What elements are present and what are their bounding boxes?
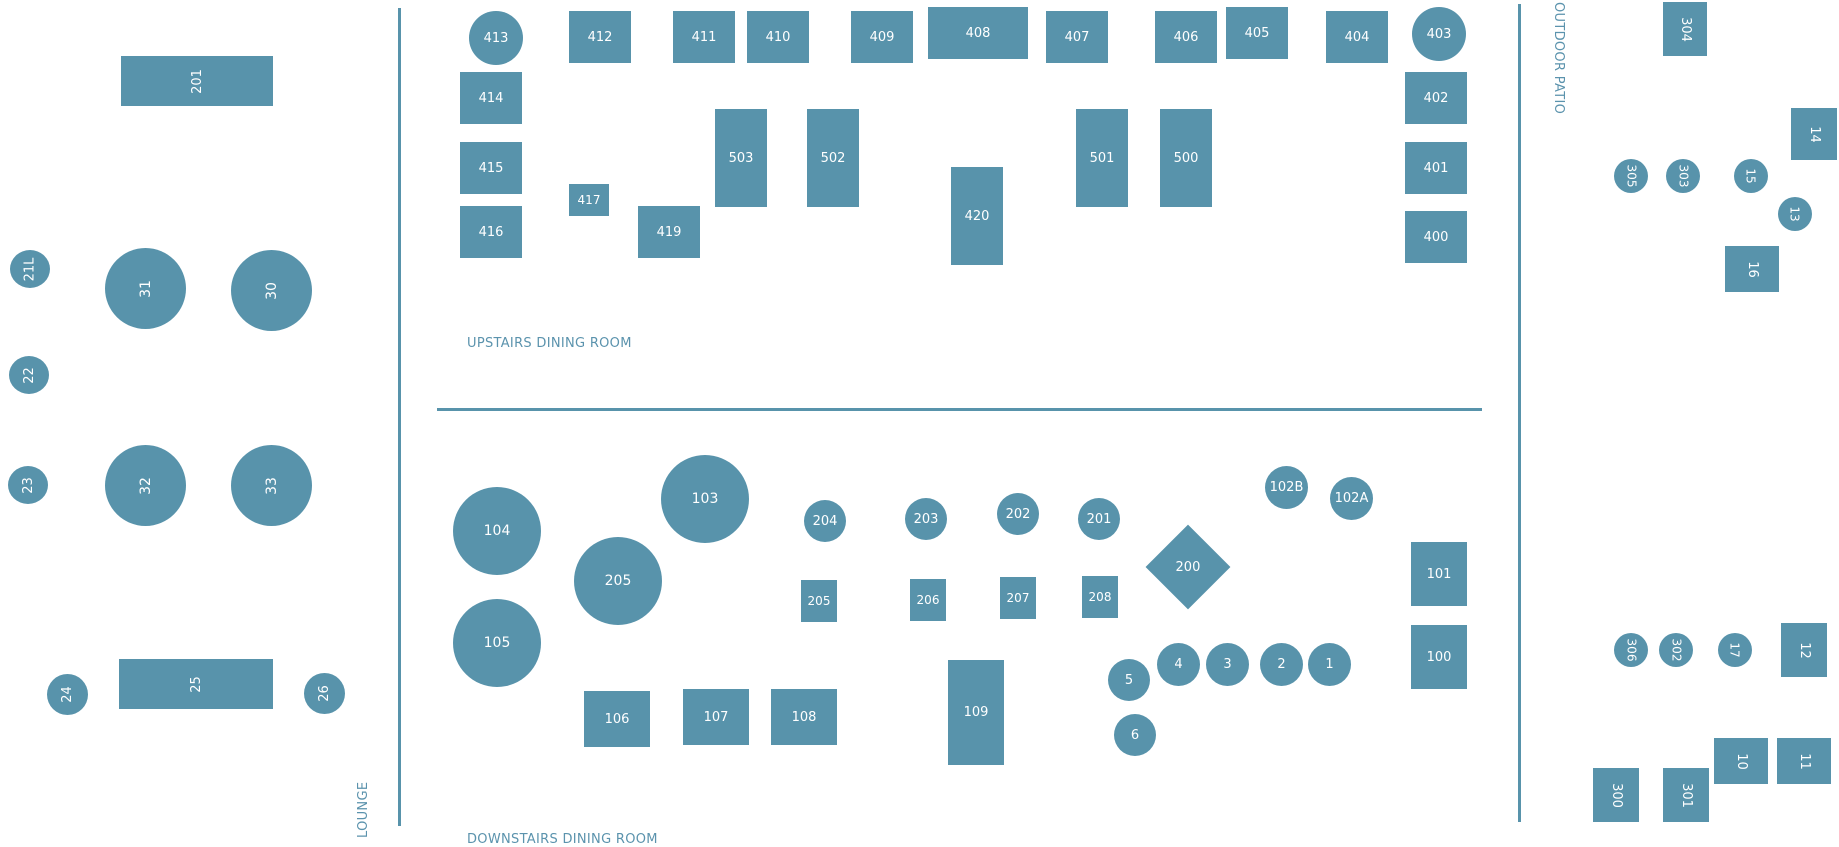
table-414[interactable] — [460, 72, 522, 124]
table-number-label: 203 — [913, 511, 939, 527]
table-207[interactable] — [1000, 577, 1036, 619]
table-12[interactable] — [1781, 623, 1827, 677]
table-number-label: 103 — [691, 491, 719, 507]
table-25[interactable] — [119, 659, 273, 709]
table-401[interactable] — [1405, 142, 1467, 194]
table-202[interactable] — [997, 493, 1039, 535]
table-107[interactable] — [683, 689, 749, 745]
upstairs-downstairs-divider-line — [437, 408, 1482, 411]
table-4[interactable] — [1157, 643, 1200, 686]
table-number-label: 22 — [21, 366, 37, 384]
table-102a[interactable] — [1330, 477, 1373, 520]
table-number-label: 501 — [1089, 150, 1115, 166]
table-number-label: 105 — [483, 635, 511, 651]
table-413[interactable] — [469, 11, 523, 65]
table-number-label: 23 — [20, 476, 36, 494]
table-201[interactable] — [1078, 498, 1120, 540]
table-416[interactable] — [460, 206, 522, 258]
table-415[interactable] — [460, 142, 522, 194]
table-502[interactable] — [807, 109, 859, 207]
table-number-label: 405 — [1244, 25, 1270, 41]
table-21l[interactable] — [10, 250, 50, 288]
table-412[interactable] — [569, 11, 631, 63]
table-406[interactable] — [1155, 11, 1217, 63]
table-105[interactable] — [453, 599, 541, 687]
table-500[interactable] — [1160, 109, 1212, 207]
table-number-label: 33 — [263, 476, 280, 495]
table-26[interactable] — [304, 673, 345, 714]
lounge-divider-line — [398, 8, 401, 826]
table-201[interactable] — [121, 56, 273, 106]
table-number-label: 204 — [812, 513, 838, 529]
table-number-label: 410 — [765, 29, 791, 45]
table-100[interactable] — [1411, 625, 1467, 689]
table-number-label: 406 — [1173, 29, 1199, 45]
table-number-label: 205 — [604, 573, 632, 589]
table-number-label: 11 — [1796, 752, 1812, 770]
table-number-label: 31 — [137, 279, 154, 298]
table-number-label: 15 — [1744, 168, 1758, 184]
table-number-label: 407 — [1064, 29, 1090, 45]
table-number-label: 1 — [1325, 657, 1334, 672]
table-number-label: 205 — [807, 594, 831, 608]
table-number-label: 304 — [1677, 16, 1693, 42]
table-301[interactable] — [1663, 768, 1709, 822]
table-410[interactable] — [747, 11, 809, 63]
table-24[interactable] — [47, 674, 88, 715]
table-number-label: 201 — [189, 68, 205, 94]
table-number-label: 102B — [1269, 480, 1304, 495]
table-number-label: 2 — [1277, 657, 1286, 672]
table-number-label: 502 — [820, 150, 846, 166]
table-number-label: 303 — [1676, 164, 1690, 188]
table-number-label: 419 — [656, 224, 682, 240]
table-104[interactable] — [453, 487, 541, 575]
table-14[interactable] — [1791, 108, 1837, 160]
table-number-label: 417 — [577, 193, 601, 207]
table-number-label: 403 — [1426, 26, 1452, 42]
table-number-label: 26 — [316, 685, 332, 702]
table-5[interactable] — [1108, 659, 1150, 701]
table-number-label: 100 — [1426, 649, 1452, 665]
table-number-label: 5 — [1124, 672, 1134, 688]
table-300[interactable] — [1593, 768, 1639, 822]
table-number-label: 301 — [1678, 782, 1694, 808]
patio-divider-line — [1518, 4, 1521, 822]
table-32[interactable] — [105, 445, 186, 526]
table-204[interactable] — [804, 500, 846, 542]
table-23[interactable] — [8, 466, 48, 504]
table-108[interactable] — [771, 689, 837, 745]
table-11[interactable] — [1777, 738, 1831, 784]
table-306[interactable] — [1614, 633, 1648, 667]
table-419[interactable] — [638, 206, 700, 258]
table-408[interactable] — [928, 7, 1028, 59]
table-305[interactable] — [1614, 159, 1648, 193]
table-number-label: 202 — [1005, 506, 1031, 522]
table-205[interactable] — [574, 537, 662, 625]
table-501[interactable] — [1076, 109, 1128, 207]
table-number-label: 302 — [1669, 638, 1683, 662]
table-number-label: 306 — [1624, 638, 1638, 662]
table-number-label: 14 — [1806, 125, 1822, 143]
table-400[interactable] — [1405, 211, 1467, 263]
table-number-label: 409 — [869, 29, 895, 45]
table-101[interactable] — [1411, 542, 1467, 606]
table-number-label: 500 — [1173, 150, 1199, 166]
table-number-label: 102A — [1334, 491, 1369, 506]
table-number-label: 16 — [1744, 260, 1760, 278]
table-number-label: 408 — [965, 25, 991, 41]
table-33[interactable] — [231, 445, 312, 526]
table-2[interactable] — [1260, 643, 1303, 686]
table-number-label: 106 — [604, 711, 630, 727]
table-number-label: 206 — [916, 593, 940, 607]
table-1[interactable] — [1308, 643, 1351, 686]
table-31[interactable] — [105, 248, 186, 329]
table-22[interactable] — [9, 356, 49, 394]
table-3[interactable] — [1206, 643, 1249, 686]
table-203[interactable] — [905, 498, 947, 540]
table-number-label: 401 — [1423, 160, 1449, 176]
table-number-label: 404 — [1344, 29, 1370, 45]
table-205[interactable] — [801, 580, 837, 622]
table-10[interactable] — [1714, 738, 1768, 784]
table-number-label: 109 — [963, 705, 989, 720]
table-number-label: 108 — [791, 709, 817, 725]
table-503[interactable] — [715, 109, 767, 207]
table-number-label: 24 — [59, 686, 75, 703]
table-number-label: 104 — [483, 523, 511, 539]
table-30[interactable] — [231, 250, 312, 331]
table-16[interactable] — [1725, 246, 1779, 292]
table-405[interactable] — [1226, 7, 1288, 59]
table-106[interactable] — [584, 691, 650, 747]
table-number-label: 402 — [1423, 90, 1449, 106]
table-407[interactable] — [1046, 11, 1108, 63]
table-number-label: 4 — [1174, 657, 1183, 672]
table-number-label: 420 — [964, 208, 990, 224]
table-number-label: 411 — [691, 29, 717, 45]
table-number-label: 415 — [478, 160, 504, 176]
table-302[interactable] — [1659, 633, 1693, 667]
table-409[interactable] — [851, 11, 913, 63]
table-number-label: 503 — [728, 150, 754, 166]
table-number-label: 21L — [22, 257, 38, 281]
downstairs-dining-room-label: DOWNSTAIRS DINING ROOM — [467, 832, 658, 847]
table-number-label: 201 — [1086, 511, 1112, 527]
table-number-label: 416 — [478, 224, 504, 240]
table-402[interactable] — [1405, 72, 1467, 124]
table-103[interactable] — [661, 455, 749, 543]
table-17[interactable] — [1718, 633, 1752, 667]
table-number-label: 414 — [478, 90, 504, 106]
table-200[interactable] — [1146, 525, 1231, 610]
table-number-label: 400 — [1423, 229, 1449, 245]
table-420[interactable] — [951, 167, 1003, 265]
table-13[interactable] — [1778, 197, 1812, 231]
table-number-label: 10 — [1733, 752, 1749, 770]
table-number-label: 32 — [137, 476, 154, 495]
table-102b[interactable] — [1265, 466, 1308, 509]
table-404[interactable] — [1326, 11, 1388, 63]
table-number-label: 30 — [263, 281, 280, 300]
table-number-label: 101 — [1426, 566, 1452, 582]
lounge-label: LOUNGE — [356, 781, 371, 838]
table-number-label: 107 — [703, 709, 729, 725]
upstairs-dining-room-label: UPSTAIRS DINING ROOM — [467, 336, 632, 351]
table-number-label: 3 — [1223, 657, 1232, 672]
table-109[interactable] — [948, 660, 1004, 765]
table-403[interactable] — [1412, 7, 1466, 61]
table-206[interactable] — [910, 579, 946, 621]
table-303[interactable] — [1666, 159, 1700, 193]
table-number-label: 412 — [587, 29, 613, 45]
table-417[interactable] — [569, 184, 609, 216]
table-number-label: 413 — [483, 30, 509, 46]
table-208[interactable] — [1082, 576, 1118, 618]
outdoor-patio-label: OUTDOOR PATIO — [1551, 2, 1566, 115]
table-number-label: 12 — [1796, 641, 1812, 659]
table-6[interactable] — [1114, 714, 1156, 756]
table-411[interactable] — [673, 11, 735, 63]
table-number-label: 300 — [1608, 782, 1624, 808]
table-15[interactable] — [1734, 159, 1768, 193]
table-304[interactable] — [1663, 2, 1707, 56]
table-number-label: 13 — [1788, 206, 1802, 222]
table-number-label: 17 — [1728, 642, 1742, 658]
table-number-label: 305 — [1624, 164, 1638, 188]
table-number-label: 207 — [1006, 591, 1030, 605]
table-number-label: 208 — [1088, 590, 1112, 604]
table-number-label: 6 — [1130, 727, 1140, 743]
table-number-label: 200 — [1175, 559, 1201, 575]
table-number-label: 25 — [188, 675, 204, 693]
